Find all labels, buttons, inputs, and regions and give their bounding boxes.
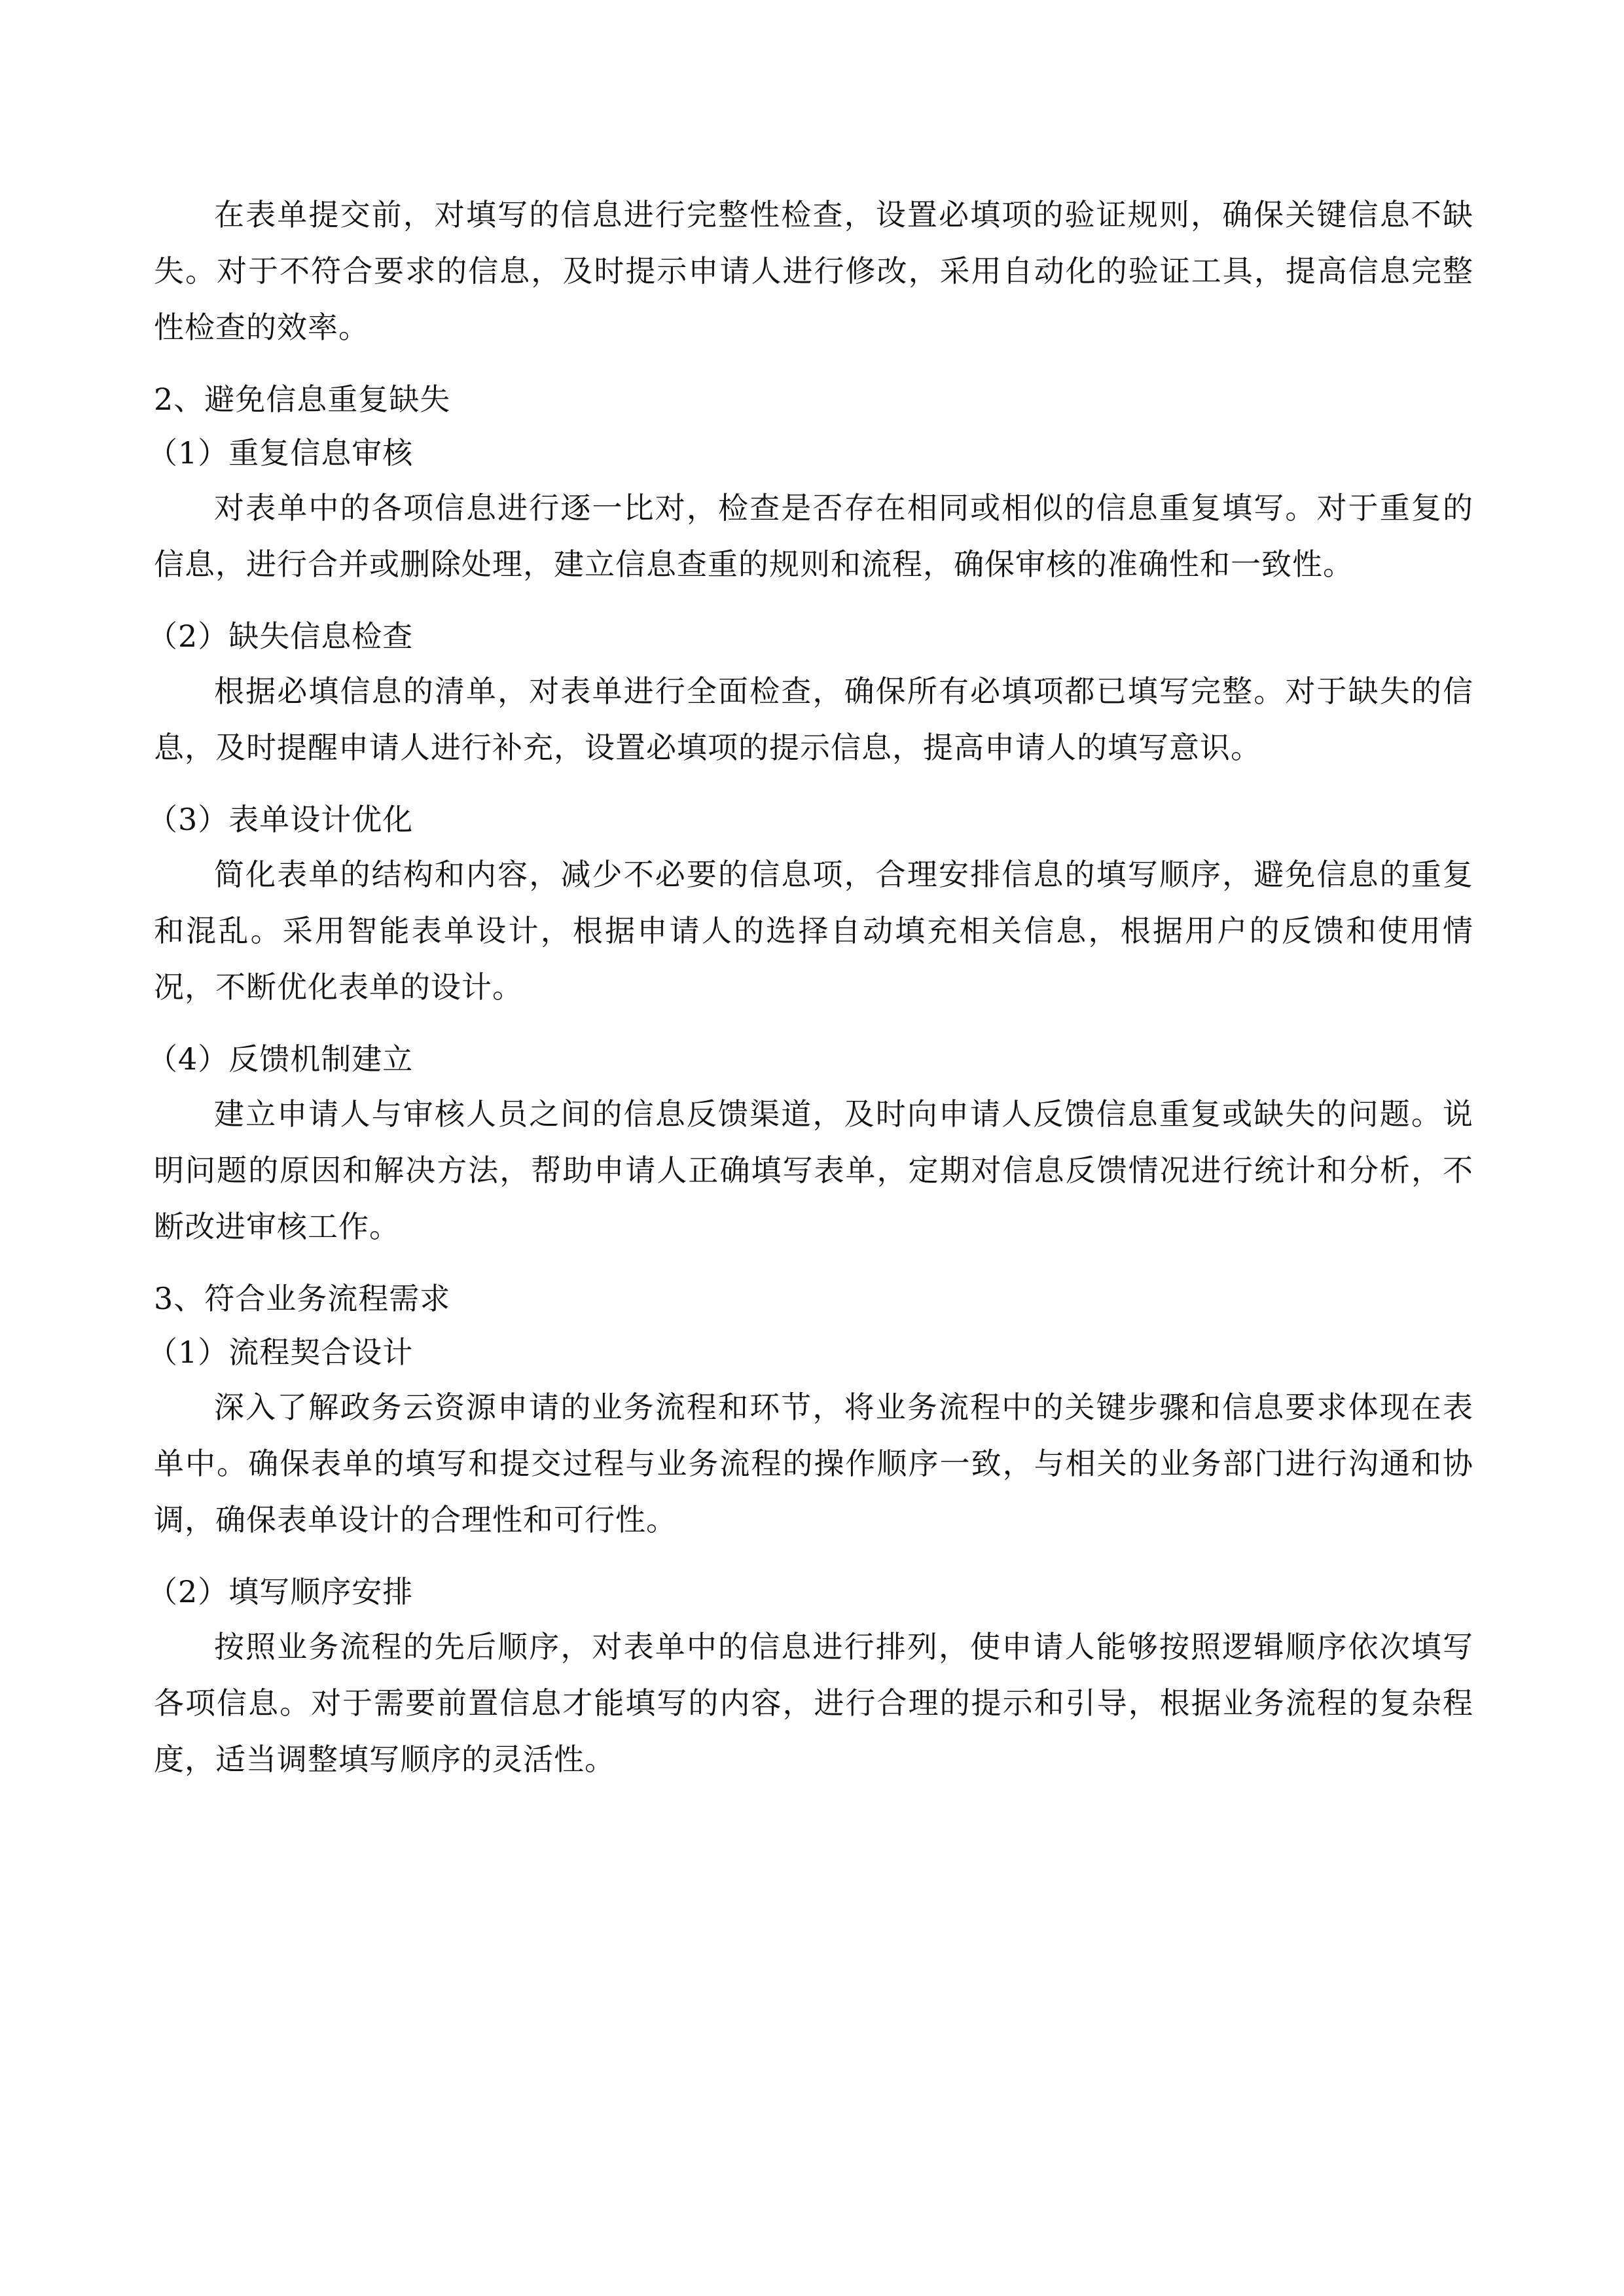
- subheading-feedback-mechanism: （4）反馈机制建立: [147, 1041, 414, 1077]
- paragraph-duplicate-review: 对表单中的各项信息进行逐一比对，检查是否存在相同或相似的信息重复填写。对于重复的信息，进行合并或删除处理，建立信息查重的规则和流程，确保审核的准确性和一致性。: [154, 490, 1473, 582]
- subheading-missing-check: （2）缺失信息检查: [147, 619, 414, 654]
- subheading-fill-order: （2）填写顺序安排: [147, 1574, 414, 1609]
- subheading-duplicate-review: （1）重复信息审核: [147, 435, 414, 471]
- section-heading-business-process: 3、符合业务流程需求: [154, 1281, 451, 1316]
- paragraph-form-design-optimization: 简化表单的结构和内容，减少不必要的信息项，合理安排信息的填写顺序，避免信息的重复和混乱。采用智能表单设计，根据申请人的选择自动填充相关信息，根据用户的反馈和使用情况，不断优化表单的设计。: [154, 857, 1473, 1005]
- paragraph-feedback-mechanism: 建立申请人与审核人员之间的信息反馈渠道，及时向申请人反馈信息重复或缺失的问题。说明问题的原因和解决方法，帮助申请人正确填写表单，定期对信息反馈情况进行统计和分析，不断改进审核工作。: [154, 1096, 1473, 1244]
- paragraph-fill-order: 按照业务流程的先后顺序，对表单中的信息进行排列，使申请人能够按照逻辑顺序依次填写各项信息。对于需要前置信息才能填写的内容，进行合理的提示和引导，根据业务流程的复杂程度，适当调整填写顺序的灵活性。: [154, 1629, 1473, 1777]
- section-heading-avoid-duplicate-missing: 2、避免信息重复缺失: [154, 382, 451, 417]
- document-body: [147, 187, 1473, 1804]
- subheading-process-fit-design: （1）流程契合设计: [147, 1335, 414, 1370]
- paragraph-missing-check: 根据必填信息的清单，对表单进行全面检查，确保所有必填项都已填写完整。对于缺失的信息，及时提醒申请人进行补充，设置必填项的提示信息，提高申请人的填写意识。: [154, 673, 1473, 765]
- subheading-form-design-optimization: （3）表单设计优化: [147, 802, 414, 837]
- paragraph-process-fit-design: 深入了解政务云资源申请的业务流程和环节，将业务流程中的关键步骤和信息要求体现在表单中。确保表单的填写和提交过程与业务流程的操作顺序一致，与相关的业务部门进行沟通和协调，确保表单设计的合理性和可行性。: [154, 1390, 1473, 1537]
- paragraph-integrity-check: 在表单提交前，对填写的信息进行完整性检查，设置必填项的验证规则，确保关键信息不缺失。对于不符合要求的信息，及时提示申请人进行修改，采用自动化的验证工具，提高信息完整性检查的效率。: [154, 197, 1473, 345]
